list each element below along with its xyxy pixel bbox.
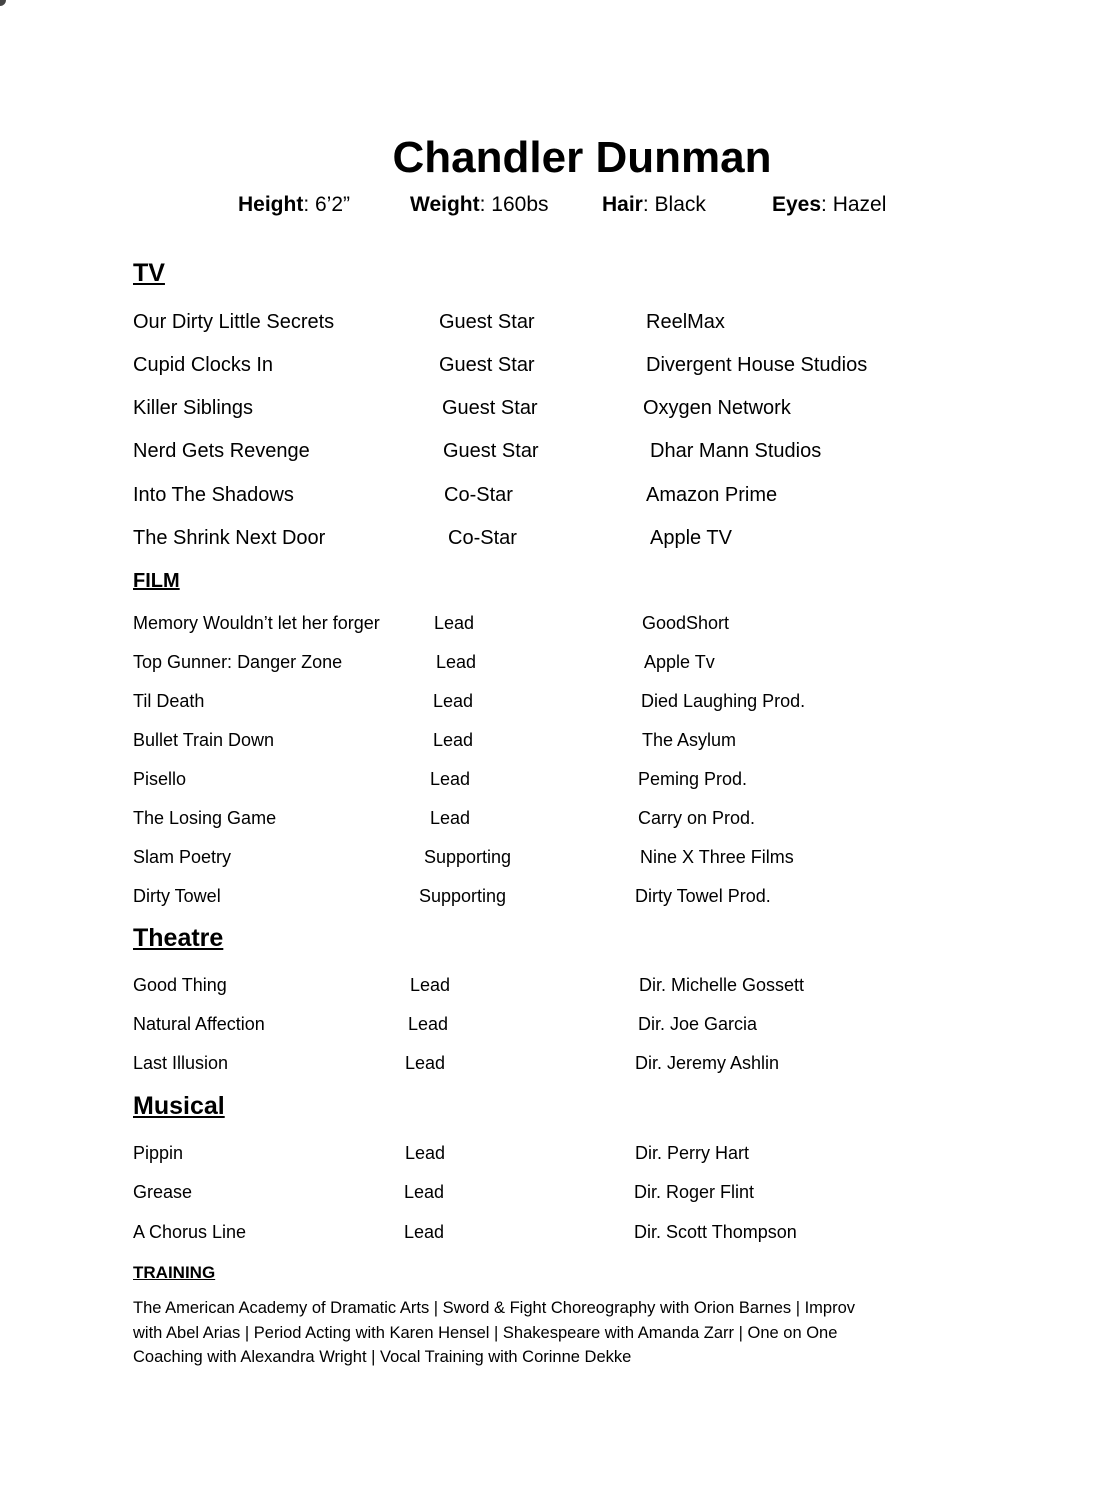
credit-company: Dir. Roger Flint <box>634 1182 755 1202</box>
credit-title: Natural Affection <box>133 1014 265 1034</box>
credit-company: GoodShort <box>642 613 730 633</box>
credit-role: Guest Star <box>439 354 535 376</box>
stat-eyes: Eyes: Hazel <box>772 193 887 216</box>
credit-role: Guest Star <box>439 311 535 333</box>
tv-row <box>0 396 1094 420</box>
credit-title: The Losing Game <box>133 808 277 828</box>
credit-company: Peming Prod. <box>638 769 748 789</box>
musical-row <box>0 1142 1094 1164</box>
tv-row <box>0 483 1094 507</box>
credit-role: Co-Star <box>444 484 513 506</box>
credit-title: The Shrink Next Door <box>133 527 326 549</box>
stat-hair: Hair: Black <box>602 193 706 216</box>
credit-company: Dir. Michelle Gossett <box>639 975 805 995</box>
tv-heading: TV <box>133 259 165 287</box>
credit-role: Lead <box>434 613 475 633</box>
credit-company: Dir. Perry Hart <box>635 1143 750 1163</box>
credit-title: Grease <box>133 1182 193 1202</box>
film-row <box>0 690 1094 712</box>
credit-role: Lead <box>430 808 471 828</box>
training-text: The American Academy of Dramatic Arts | Sword & Fight Choreography with Orion Barnes | Improv with Abel Arias | Period Acting with Karen Hensel | Shakespeare with Amanda Zarr | One on One Coaching with Alexandra Wright | Vocal Training with Corinne Dekke <box>133 1299 856 1366</box>
credit-role: Guest Star <box>442 397 538 419</box>
film-row <box>0 768 1094 790</box>
tv-row <box>0 526 1094 550</box>
credit-role: Lead <box>430 769 471 789</box>
musical-heading: Musical <box>133 1092 225 1120</box>
film-row <box>0 651 1094 673</box>
credit-company: Nine X Three Films <box>640 847 794 867</box>
theatre-heading: Theatre <box>133 924 224 952</box>
credit-company: Carry on Prod. <box>638 808 756 828</box>
credit-title: Pisello <box>133 769 187 789</box>
credit-role: Supporting <box>419 886 507 906</box>
credit-company: Dir. Jeremy Ashlin <box>635 1053 780 1073</box>
credit-role: Lead <box>436 652 477 672</box>
credit-company: Divergent House Studios <box>646 354 868 376</box>
credit-title: Cupid Clocks In <box>133 354 274 376</box>
credit-role: Lead <box>408 1014 449 1034</box>
stat-weight: Weight: 160bs <box>410 193 549 216</box>
credit-title: Nerd Gets Revenge <box>133 440 310 462</box>
credit-title: Killer Siblings <box>133 397 254 419</box>
credit-title: Into The Shadows <box>133 484 294 506</box>
film-row <box>0 885 1094 907</box>
training-heading: TRAINING <box>133 1263 216 1282</box>
credit-role: Lead <box>405 1143 446 1163</box>
stats-line <box>0 192 1094 218</box>
credit-title: Good Thing <box>133 975 227 995</box>
credit-role: Lead <box>404 1222 445 1242</box>
actor-name: Chandler Dunman <box>392 133 772 182</box>
credit-role: Lead <box>410 975 451 995</box>
tv-row <box>0 310 1094 334</box>
credit-title: Slam Poetry <box>133 847 232 867</box>
credit-role: Lead <box>404 1182 445 1202</box>
tv-row <box>0 439 1094 463</box>
credit-company: The Asylum <box>642 730 737 750</box>
musical-row <box>0 1181 1094 1203</box>
credit-company: Dhar Mann Studios <box>650 440 822 462</box>
credit-company: Dir. Joe Garcia <box>638 1014 758 1034</box>
corner-mark <box>0 0 6 6</box>
theatre-row <box>0 1052 1094 1074</box>
credit-role: Co-Star <box>448 527 517 549</box>
credit-company: Oxygen Network <box>643 397 791 419</box>
credit-title: Memory Wouldn’t let her forger <box>133 613 380 633</box>
theatre-row <box>0 974 1094 996</box>
tv-row <box>0 353 1094 377</box>
credit-company: ReelMax <box>646 311 725 333</box>
credit-role: Supporting <box>424 847 512 867</box>
film-row <box>0 612 1094 634</box>
credit-title: Dirty Towel <box>133 886 221 906</box>
credit-title: Pippin <box>133 1143 184 1163</box>
credit-company: Apple TV <box>650 527 732 549</box>
credit-role: Lead <box>433 691 474 711</box>
musical-row <box>0 1221 1094 1243</box>
film-row <box>0 807 1094 829</box>
credit-company: Amazon Prime <box>646 484 778 506</box>
film-row <box>0 846 1094 868</box>
film-row <box>0 729 1094 751</box>
credit-title: Bullet Train Down <box>133 730 275 750</box>
credit-title: Last Illusion <box>133 1053 229 1073</box>
credit-title: A Chorus Line <box>133 1222 247 1242</box>
credit-company: Apple Tv <box>644 652 715 672</box>
credit-role: Guest Star <box>443 440 539 462</box>
credit-title: Our Dirty Little Secrets <box>133 311 335 333</box>
theatre-row <box>0 1013 1094 1035</box>
credit-role: Lead <box>433 730 474 750</box>
credit-role: Lead <box>405 1053 446 1073</box>
stat-height: Height: 6’2” <box>238 193 351 216</box>
credit-company: Dir. Scott Thompson <box>634 1222 797 1242</box>
credit-company: Died Laughing Prod. <box>641 691 806 711</box>
credit-title: Top Gunner: Danger Zone <box>133 652 343 672</box>
credit-title: Til Death <box>133 691 205 711</box>
film-heading: FILM <box>133 570 180 592</box>
credit-company: Dirty Towel Prod. <box>635 886 771 906</box>
